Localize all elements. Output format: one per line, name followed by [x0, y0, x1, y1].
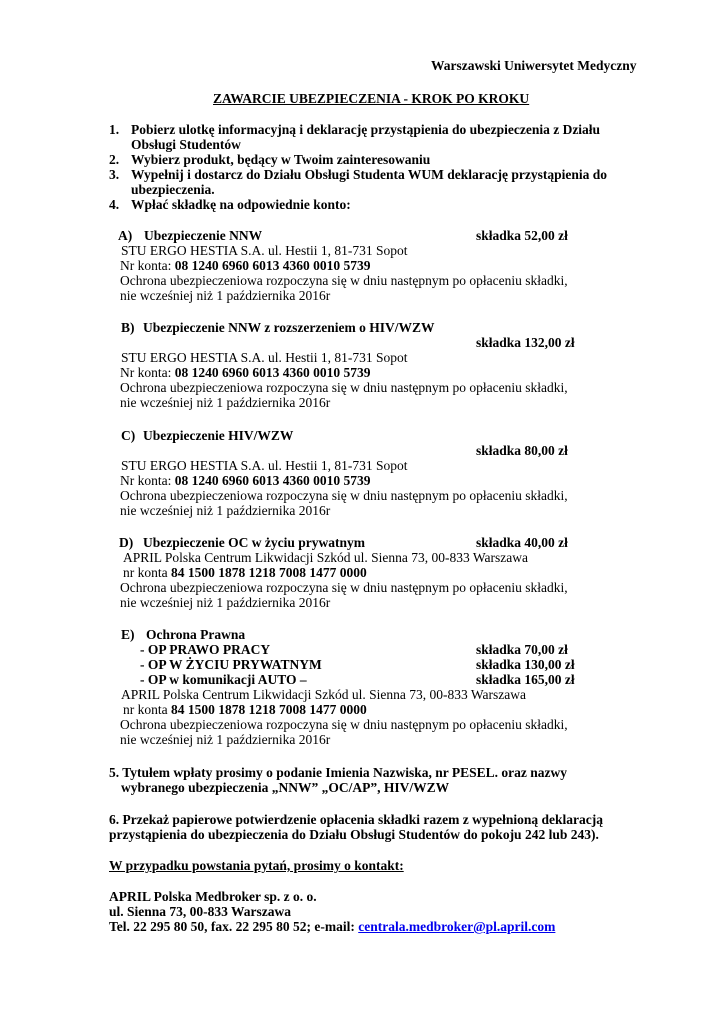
step-number: 4. [109, 197, 120, 212]
contact-company: APRIL Polska Medbroker sp. z o. o. [109, 889, 317, 904]
option-premium: składka 130,00 zł [476, 657, 575, 672]
insurer-info: STU ERGO HESTIA S.A. ul. Hestii 1, 81-731 Sopot [121, 350, 408, 365]
step5-text: wybranego ubezpieczenia „NNW” „OC/AP”, HIV/WZW [121, 780, 450, 795]
coverage-text: nie wcześniej niż 1 października 2016r [120, 288, 331, 303]
insurer-info: APRIL Polska Centrum Likwidacji Szkód ul. Sienna 73, 00-833 Warszawa [121, 687, 526, 702]
account-line [123, 565, 367, 580]
email-link[interactable]: centrala.medbroker@pl.april.com [358, 919, 556, 934]
account-label: Nr konta: [120, 473, 172, 488]
product-label: C) [121, 428, 136, 443]
account-label: Nr konta: [120, 258, 172, 273]
coverage-text: Ochrona ubezpieczeniowa rozpoczyna się w dniu następnym po opłaceniu składki, [120, 488, 568, 503]
insurer-info: STU ERGO HESTIA S.A. ul. Hestii 1, 81-731 Sopot [121, 458, 408, 473]
page-title: ZAWARCIE UBEZPIECZENIA - KROK PO KROKU [213, 91, 530, 106]
account-line [120, 258, 371, 273]
option-premium: składka 165,00 zł [476, 672, 575, 687]
product-label: E) [121, 627, 135, 642]
product-label: B) [121, 320, 135, 335]
step-text: Wpłać składkę na odpowiednie konto: [131, 197, 351, 212]
account-line [120, 365, 371, 380]
contact-address: ul. Sienna 73, 00-833 Warszawa [109, 904, 292, 919]
product-label: A) [118, 228, 133, 243]
step-number: 3. [109, 167, 120, 182]
step-text: Obsługi Studentów [131, 137, 241, 152]
product-name: Ubezpieczenie HIV/WZW [143, 428, 294, 443]
step-text: Pobierz ulotkę informacyjną i deklarację przystąpienia do ubezpieczenia z Działu [131, 122, 601, 137]
account-label: nr konta [123, 565, 168, 580]
coverage-text: Ochrona ubezpieczeniowa rozpoczyna się w dniu następnym po opłaceniu składki, [120, 717, 568, 732]
insurer-info: APRIL Polska Centrum Likwidacji Szkód ul. Sienna 73, 00-833 Warszawa [123, 550, 528, 565]
coverage-text: nie wcześniej niż 1 października 2016r [120, 595, 331, 610]
account-number: 08 1240 6960 6013 4360 0010 5739 [174, 258, 371, 273]
option-name: - OP PRAWO PRACY [140, 642, 271, 657]
option-premium: składka 70,00 zł [476, 642, 568, 657]
account-number: 08 1240 6960 6013 4360 0010 5739 [174, 473, 371, 488]
option-name: - OP w komunikacji AUTO – [140, 672, 307, 687]
product-name: Ochrona Prawna [146, 627, 246, 642]
step-text: Wybierz produkt, będący w Twoim zainteresowaniu [131, 152, 431, 167]
account-line [120, 473, 371, 488]
product-premium: składka 40,00 zł [476, 535, 568, 550]
product-name: Ubezpieczenie NNW z rozszerzeniem o HIV/WZW [143, 320, 435, 335]
coverage-text: nie wcześniej niż 1 października 2016r [120, 732, 331, 747]
option-name: - OP W ŻYCIU PRYWATNYM [140, 657, 322, 672]
coverage-text: nie wcześniej niż 1 października 2016r [120, 395, 331, 410]
product-premium: składka 80,00 zł [476, 443, 568, 458]
contact-heading: W przypadku powstania pytań, prosimy o kontakt: [109, 858, 404, 873]
step-text: Wypełnij i dostarcz do Działu Obsługi Studenta WUM deklarację przystąpienia do [131, 167, 608, 182]
university-name: Warszawski Uniwersytet Medyczny [431, 58, 637, 73]
product-premium: składka 52,00 zł [476, 228, 568, 243]
coverage-text: Ochrona ubezpieczeniowa rozpoczyna się w dniu następnym po opłaceniu składki, [120, 273, 568, 288]
step-number: 1. [109, 122, 120, 137]
step6-text: przystąpienia do ubezpieczenia do Działu Obsługi Studentów do pokoju 242 lub 243). [109, 827, 599, 842]
account-label: Nr konta: [120, 365, 172, 380]
coverage-text: Ochrona ubezpieczeniowa rozpoczyna się w dniu następnym po opłaceniu składki, [120, 380, 568, 395]
account-number: 08 1240 6960 6013 4360 0010 5739 [174, 365, 371, 380]
step6-text: 6. Przekaż papierowe potwierdzenie opłacenia składki razem z wypełnioną deklaracją [109, 812, 603, 827]
product-label: D) [119, 535, 134, 550]
account-label: nr konta [123, 702, 168, 717]
coverage-text: Ochrona ubezpieczeniowa rozpoczyna się w dniu następnym po opłaceniu składki, [120, 580, 568, 595]
account-number: 84 1500 1878 1218 7008 1477 0000 [171, 565, 367, 580]
insurer-info: STU ERGO HESTIA S.A. ul. Hestii 1, 81-731 Sopot [121, 243, 408, 258]
step-number: 2. [109, 152, 120, 167]
step5-text: 5. Tytułem wpłaty prosimy o podanie Imienia Nazwiska, nr PESEL. oraz nazwy [109, 765, 568, 780]
account-number: 84 1500 1878 1218 7008 1477 0000 [171, 702, 367, 717]
contact-phone-line [109, 919, 555, 934]
product-name: Ubezpieczenie OC w życiu prywatnym [143, 535, 365, 550]
account-line [123, 702, 367, 717]
step-text: ubezpieczenia. [131, 182, 215, 197]
product-name: Ubezpieczenie NNW [144, 228, 263, 243]
contact-phone: Tel. 22 295 80 50, fax. 22 295 80 52; e-mail: [109, 919, 359, 934]
coverage-text: nie wcześniej niż 1 października 2016r [120, 503, 331, 518]
product-premium: składka 132,00 zł [476, 335, 575, 350]
